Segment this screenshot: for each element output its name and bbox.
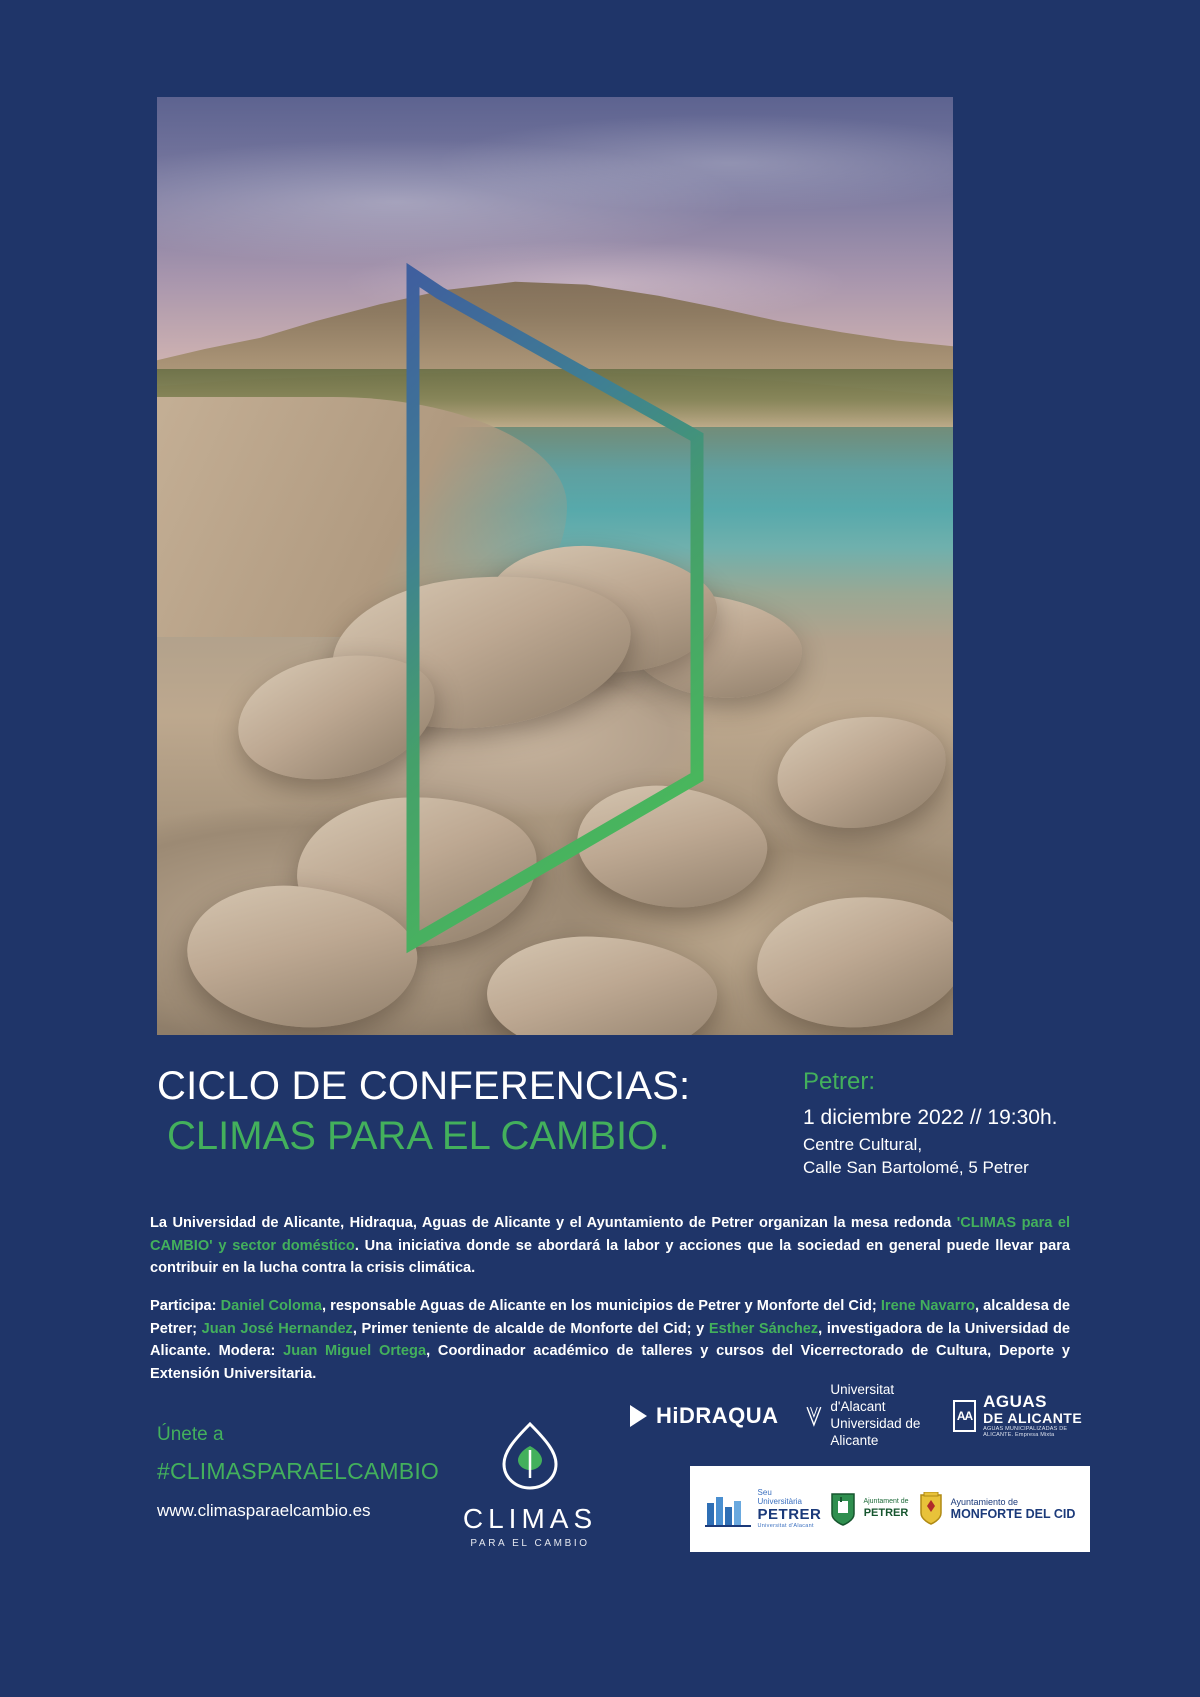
rock [571, 777, 773, 916]
headline-line-2: CLIMAS PARA EL CAMBIO. [167, 1114, 670, 1158]
monforte-crest-icon [918, 1492, 944, 1526]
participant-role-1: , responsable Aguas de Alicante en los municipios de Petrer y Monforte del Cid; [322, 1298, 881, 1314]
participants-label: Participa: [150, 1298, 221, 1314]
institution-logo-bar [690, 1466, 1090, 1552]
aguas-de-alicante-logo [953, 1393, 1090, 1439]
headline-line-1: CICLO DE CONFERENCIAS: [157, 1064, 691, 1108]
intro-paragraph [150, 1212, 1070, 1280]
ua-logo-line1: Universitat d'Alacant [830, 1382, 895, 1415]
aguas-logo-line1: AGUAS [983, 1392, 1048, 1412]
participant-name-5: Juan Miguel Ortega [283, 1343, 427, 1360]
aa-wave-icon: AA [953, 1400, 976, 1432]
event-venue: Centre Cultural, [803, 1135, 923, 1154]
petrer-crest-icon [830, 1492, 856, 1526]
intro-text-part1: La Universidad de Alicante, Hidraqua, Aguas de Alicante y el Ayuntamiento de Petrer organizan la mesa redonda [150, 1215, 957, 1231]
seu-universitaria-petrer-logo [705, 1489, 822, 1529]
seu-line4: Universitat d'Alacant [757, 1523, 814, 1530]
petrer-line1: Ajuntament de [863, 1498, 909, 1506]
rock [769, 704, 953, 839]
rock [752, 888, 953, 1035]
event-datetime: 1 diciembre 2022 // 19:30h. [803, 1106, 1058, 1129]
event-city: Petrer: [803, 1068, 876, 1095]
participant-name-2: Irene Navarro [880, 1298, 976, 1314]
event-details [803, 1068, 1103, 1180]
rock [485, 933, 719, 1035]
hero-photo [157, 97, 953, 1035]
leaf-drop-icon [494, 1420, 566, 1492]
page-title [157, 1063, 777, 1163]
universidad-alicante-logo [805, 1382, 927, 1450]
participant-name-3: Juan José Hernandez [201, 1320, 353, 1337]
monforte-line2: MONFORTE DEL CID [950, 1506, 1076, 1521]
participant-role-4: , investigadora de la Universidad de Alicante. Modera: [150, 1320, 1070, 1360]
ayuntamiento-monforte-del-cid-logo [918, 1492, 1076, 1526]
ua-emblem-icon [805, 1401, 823, 1431]
ayuntamiento-petrer-logo [830, 1492, 908, 1526]
participant-role-2: , alcaldesa de Petrer; [150, 1298, 1070, 1337]
hashtag: #CLIMASPARAELCAMBIO [157, 1458, 440, 1484]
aguas-logo-line2: DE ALICANTE [983, 1409, 1083, 1426]
landscape-photo-background [157, 97, 953, 1035]
website-url[interactable]: www.climasparaelcambio.es [157, 1501, 371, 1520]
intro-text-part2: . Una iniciativa donde se abordará la labor y acciones que la sociedad en general puede llevar para contribuir en la lucha contra la crisis climática. [150, 1237, 1070, 1277]
climas-logo [440, 1420, 620, 1549]
participants-paragraph [150, 1295, 1070, 1385]
seu-line3: PETRER [757, 1505, 822, 1523]
participant-name-4: Esther Sánchez [708, 1320, 819, 1337]
intro-highlight: 'CLIMAS para el CAMBIO' y sector doméstico [150, 1215, 1071, 1254]
ua-logo-line2: Universidad de Alicante [830, 1416, 921, 1448]
books-icon [705, 1491, 751, 1527]
seu-line1: Seu [757, 1487, 772, 1497]
join-label: Únete a [157, 1424, 224, 1445]
aguas-logo-line3: AGUAS MUNICIPALIZADAS DE ALICANTE. Empresa Mixta [983, 1425, 1068, 1439]
participant-role-5: , Coordinador académico de talleres y cursos del Vicerrectorado de Cultura, Deporte y Extensión Universitaria. [150, 1343, 1071, 1382]
participant-role-3: , Primer teniente de alcalde de Monforte del Cid; y [352, 1320, 709, 1337]
participant-name-1: Daniel Coloma [220, 1298, 322, 1314]
join-block [157, 1424, 457, 1521]
petrer-line2: PETRER [863, 1506, 909, 1519]
climas-logo-subtitle: PARA EL CAMBIO [470, 1538, 590, 1549]
triangle-play-icon [630, 1405, 647, 1427]
hidraqua-logo [630, 1403, 779, 1429]
event-address: Calle San Bartolomé, 5 Petrer [803, 1157, 1029, 1177]
hidraqua-logo-text: HiDRAQUA [656, 1403, 779, 1428]
climas-logo-name: CLIMAS [462, 1503, 598, 1534]
seu-line2: Universitària [757, 1496, 802, 1506]
sponsor-logo-row [630, 1382, 1090, 1448]
monforte-line1: Ayuntamiento de [950, 1496, 1019, 1507]
